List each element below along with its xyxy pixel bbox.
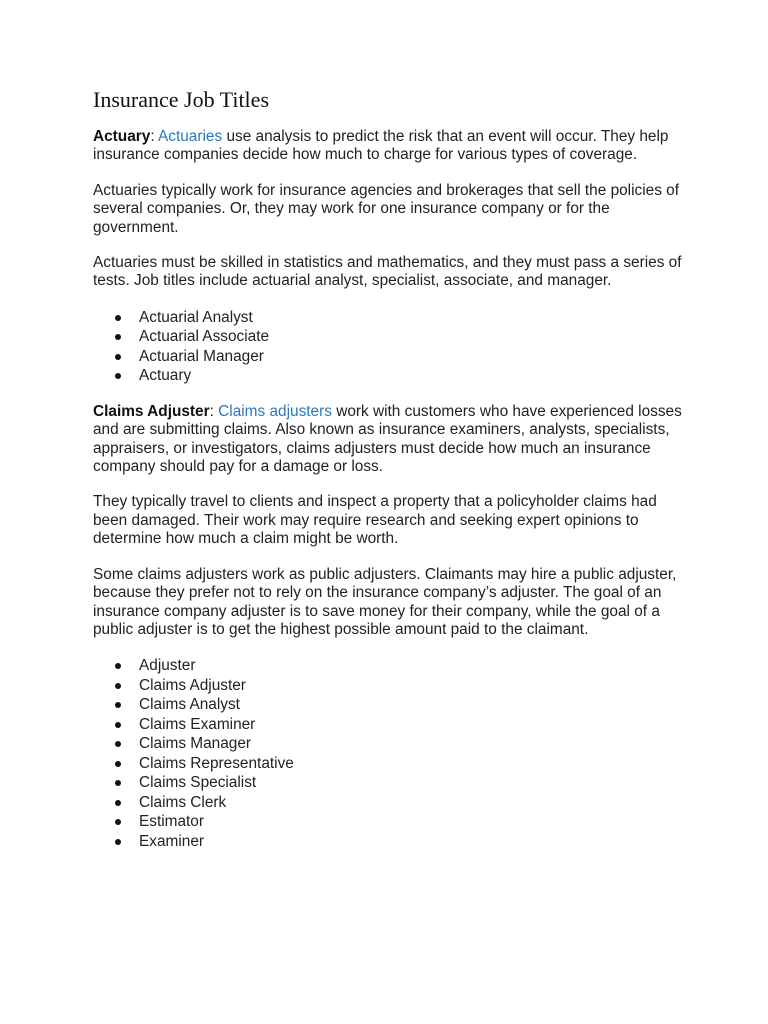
claims-titles-list bbox=[93, 656, 683, 851]
bullet-icon bbox=[115, 761, 121, 767]
page-title: Insurance Job Titles bbox=[93, 87, 269, 112]
list-item bbox=[93, 754, 683, 774]
list-item-label: Estimator bbox=[139, 813, 204, 831]
list-item-label: Actuarial Manager bbox=[139, 347, 264, 365]
document-page bbox=[93, 86, 683, 868]
actuary-paragraph: Actuaries typically work for insurance agencies and brokerages that sell the policies of several companies. Or, they may work for one insurance company or for the government. bbox=[93, 181, 680, 236]
list-item bbox=[93, 773, 683, 793]
list-item bbox=[93, 347, 683, 367]
list-item-label: Claims Specialist bbox=[139, 774, 257, 792]
list-item-label: Adjuster bbox=[139, 657, 196, 675]
bullet-icon bbox=[115, 780, 121, 786]
list-item-label: Actuary bbox=[139, 367, 192, 385]
list-item bbox=[93, 366, 683, 386]
actuary-intro: Actuary: Actuaries use analysis to predict the risk that an event will occur. They help insurance companies decide how much to charge for various types of coverage. bbox=[93, 128, 669, 164]
bullet-icon bbox=[115, 373, 121, 379]
actuaries-link[interactable]: Actuaries bbox=[158, 128, 223, 145]
list-item bbox=[93, 308, 683, 328]
list-item-label: Actuarial Associate bbox=[139, 328, 270, 346]
bullet-icon bbox=[115, 663, 121, 669]
claims-adjuster-intro: Claims Adjuster: Claims adjusters work with customers who have experienced losses and are submitting claims. Also known as insurance examiners, analysts, specialists, appraisers, or investigators, claims adjusters must decide how much an insurance company should pay for a damage or loss. bbox=[93, 402, 682, 476]
list-item-label: Claims Representative bbox=[139, 754, 294, 772]
list-item-label: Claims Examiner bbox=[139, 715, 256, 733]
list-item-label: Claims Analyst bbox=[139, 696, 240, 714]
bullet-icon bbox=[115, 819, 121, 825]
list-item-label: Examiner bbox=[139, 832, 205, 850]
list-item bbox=[93, 656, 683, 676]
list-item bbox=[93, 793, 683, 813]
claims-adjuster-term: Claims Adjuster bbox=[93, 402, 210, 420]
actuary-titles-list bbox=[93, 308, 683, 386]
bullet-icon bbox=[115, 354, 121, 360]
list-item bbox=[93, 715, 683, 735]
bullet-icon bbox=[115, 315, 121, 321]
list-item bbox=[93, 676, 683, 696]
actuary-paragraph: Actuaries must be skilled in statistics and mathematics, and they must pass a series of tests. Job titles include actuarial analyst, specialist, associate, and manager. bbox=[93, 254, 682, 290]
bullet-icon bbox=[115, 741, 121, 747]
actuary-term: Actuary bbox=[93, 128, 151, 145]
list-item bbox=[93, 812, 683, 832]
list-item-label: Claims Manager bbox=[139, 735, 252, 753]
actuary-intro-text: use analysis to predict the risk that an event will occur. They help insurance companies decide how much to charge for various types of coverage. bbox=[93, 128, 669, 164]
list-item bbox=[93, 832, 683, 852]
claims-adjusters-link[interactable]: Claims adjusters bbox=[218, 402, 332, 420]
list-item-label: Actuarial Analyst bbox=[139, 308, 253, 326]
claims-adjuster-intro-text: work with customers who have experienced losses and are submitting claims. Also known as insurance examiners, analysts, specialists, appraisers, or investigators, claims adjusters must decide how much an insurance company should pay for a damage or loss. bbox=[93, 402, 682, 476]
bullet-icon bbox=[115, 702, 121, 708]
list-item bbox=[93, 695, 683, 715]
list-item bbox=[93, 734, 683, 754]
list-item-label: Claims Adjuster bbox=[139, 676, 246, 694]
bullet-icon bbox=[115, 839, 121, 845]
bullet-icon bbox=[115, 800, 121, 806]
list-item-label: Claims Clerk bbox=[139, 793, 227, 811]
list-item bbox=[93, 327, 683, 347]
bullet-icon bbox=[115, 683, 121, 689]
bullet-icon bbox=[115, 722, 121, 728]
claims-adjuster-paragraph: Some claims adjusters work as public adjusters. Claimants may hire a public adjuster, because they prefer not to rely on the insurance company’s adjuster. The goal of an insurance company adjuster is to save money for their company, while the goal of a public adjuster is to get the highest possible amount paid to the claimant. bbox=[93, 565, 677, 638]
claims-adjuster-paragraph: They typically travel to clients and inspect a property that a policyholder claims had been damaged. Their work may require research and seeking expert opinions to determine how much a claim might be worth. bbox=[93, 493, 657, 548]
bullet-icon bbox=[115, 334, 121, 340]
